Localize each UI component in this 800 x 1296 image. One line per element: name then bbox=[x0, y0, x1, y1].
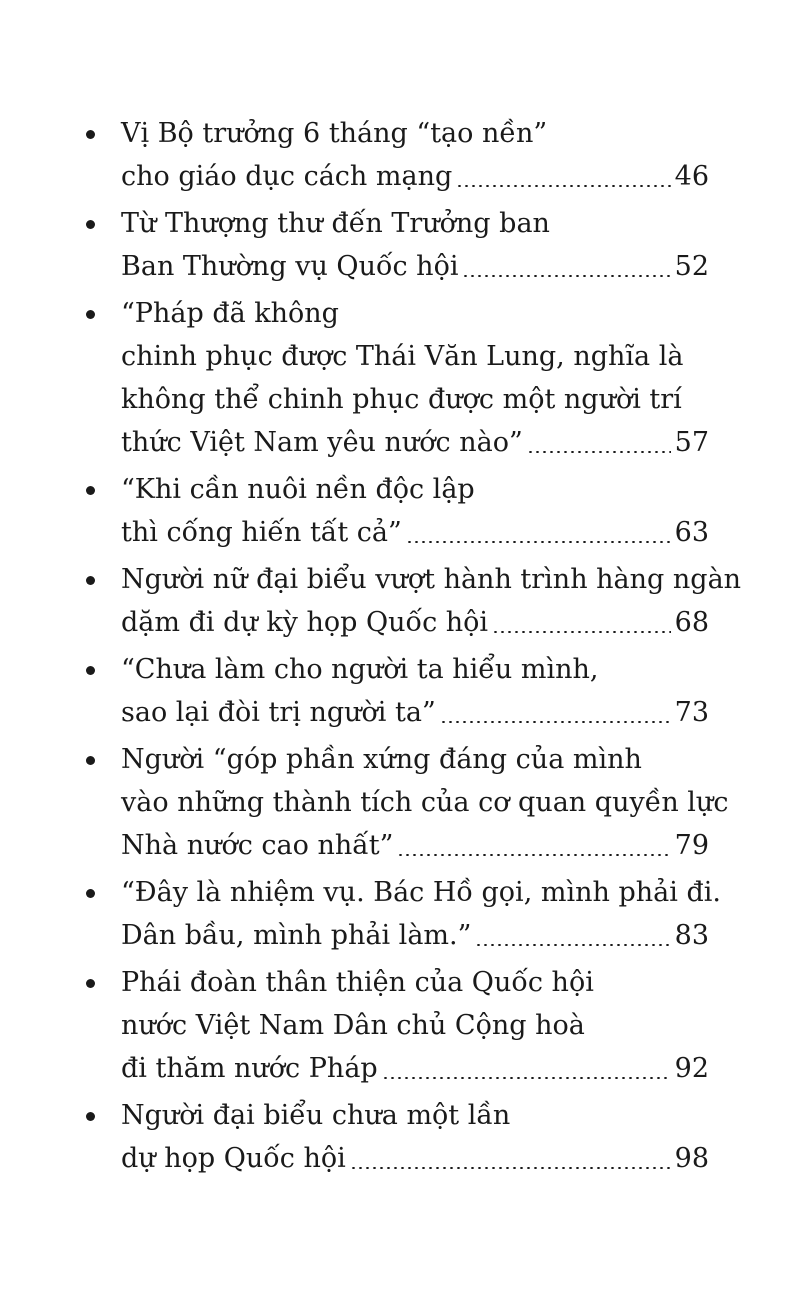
dot-leader bbox=[406, 541, 671, 543]
toc-entry bbox=[0, 112, 800, 198]
toc-entry-title-line: Từ Thượng thư đến Trưởng ban bbox=[121, 208, 550, 239]
toc-entry bbox=[0, 292, 800, 464]
toc-entry-title-line: Người “góp phần xứng đáng của mình bbox=[121, 744, 642, 775]
bullet-icon bbox=[86, 979, 95, 988]
toc-entry-title-line: Người nữ đại biểu vượt hành trình hàng ngàn bbox=[121, 564, 742, 595]
dot-leader bbox=[456, 185, 670, 187]
toc-entry bbox=[0, 648, 800, 734]
toc-entry-last-line bbox=[121, 421, 709, 464]
page-number: 79 bbox=[674, 830, 709, 861]
page-number: 73 bbox=[674, 697, 709, 728]
toc-entry-title-line: đi thăm nước Pháp bbox=[121, 1053, 378, 1084]
toc-entry-title-line: Nhà nước cao nhất” bbox=[121, 830, 394, 861]
page-number: 52 bbox=[674, 251, 709, 282]
toc-entry bbox=[0, 961, 800, 1090]
toc-entry-title-line: dự họp Quốc hội bbox=[121, 1143, 346, 1174]
toc-entry bbox=[0, 1094, 800, 1180]
toc-entry-title-line: “Đây là nhiệm vụ. Bác Hồ gọi, mình phải đi. bbox=[121, 877, 721, 908]
dot-leader bbox=[397, 854, 670, 856]
toc-entry bbox=[0, 202, 800, 288]
page-number: 83 bbox=[674, 920, 709, 951]
dot-leader bbox=[492, 631, 671, 633]
toc-entry-title-line: dặm đi dự kỳ họp Quốc hội bbox=[121, 607, 489, 638]
toc-entry-title-line: nước Việt Nam Dân chủ Cộng hoà bbox=[121, 1010, 585, 1041]
table-of-contents bbox=[0, 112, 800, 1184]
page-number: 98 bbox=[674, 1143, 709, 1174]
toc-entry bbox=[0, 871, 800, 957]
toc-entry-title-line: Dân bầu, mình phải làm.” bbox=[121, 920, 472, 951]
toc-entry-title-line: thức Việt Nam yêu nước nào” bbox=[121, 427, 523, 458]
toc-entry-title-line: “Pháp đã không bbox=[121, 298, 339, 329]
toc-entry-last-line bbox=[121, 601, 709, 644]
toc-entry-last-line bbox=[121, 245, 709, 288]
toc-entry-title-line: thì cống hiến tất cả” bbox=[121, 517, 402, 548]
toc-entry-title-line: không thể chinh phục được một người trí bbox=[121, 384, 682, 415]
toc-entry-title-line: Phái đoàn thân thiện của Quốc hội bbox=[121, 967, 594, 998]
toc-entry-title-line: Ban Thường vụ Quốc hội bbox=[121, 251, 459, 282]
page-number: 46 bbox=[674, 161, 709, 192]
bullet-icon bbox=[86, 130, 95, 139]
bullet-icon bbox=[86, 889, 95, 898]
bullet-icon bbox=[86, 666, 95, 675]
dot-leader bbox=[475, 944, 670, 946]
bullet-icon bbox=[86, 1112, 95, 1121]
page-number: 92 bbox=[674, 1053, 709, 1084]
toc-entry-last-line bbox=[121, 1137, 709, 1180]
toc-entry-last-line bbox=[121, 1047, 709, 1090]
bullet-icon bbox=[86, 576, 95, 585]
dot-leader bbox=[382, 1077, 671, 1079]
bullet-icon bbox=[86, 756, 95, 765]
dot-leader bbox=[527, 451, 671, 453]
toc-entry bbox=[0, 738, 800, 867]
bullet-icon bbox=[86, 220, 95, 229]
page-number: 57 bbox=[674, 427, 709, 458]
toc-entry bbox=[0, 558, 800, 644]
toc-entry-title-line: chinh phục được Thái Văn Lung, nghĩa là bbox=[121, 341, 684, 372]
toc-entry-last-line bbox=[121, 914, 709, 957]
toc-entry-title-line: cho giáo dục cách mạng bbox=[121, 161, 453, 192]
toc-entry-title-line: “Khi cần nuôi nền độc lập bbox=[121, 474, 475, 505]
toc-entry bbox=[0, 468, 800, 554]
toc-entry-title-line: vào những thành tích của cơ quan quyền lực bbox=[121, 787, 729, 818]
dot-leader bbox=[462, 275, 670, 277]
toc-entry-title-line: Người đại biểu chưa một lần bbox=[121, 1100, 511, 1131]
dot-leader bbox=[350, 1167, 671, 1169]
page-number: 68 bbox=[674, 607, 709, 638]
toc-entry-title-line: sao lại đòi trị người ta” bbox=[121, 697, 436, 728]
toc-entry-last-line bbox=[121, 691, 709, 734]
toc-entry-last-line bbox=[121, 511, 709, 554]
toc-entry-title-line: “Chưa làm cho người ta hiểu mình, bbox=[121, 654, 599, 685]
bullet-icon bbox=[86, 486, 95, 495]
toc-entry-last-line bbox=[121, 824, 709, 867]
bullet-icon bbox=[86, 310, 95, 319]
dot-leader bbox=[440, 721, 671, 723]
page-number: 63 bbox=[674, 517, 709, 548]
toc-entry-last-line bbox=[121, 155, 709, 198]
toc-entry-title-line: Vị Bộ trưởng 6 tháng “tạo nền” bbox=[121, 118, 548, 149]
